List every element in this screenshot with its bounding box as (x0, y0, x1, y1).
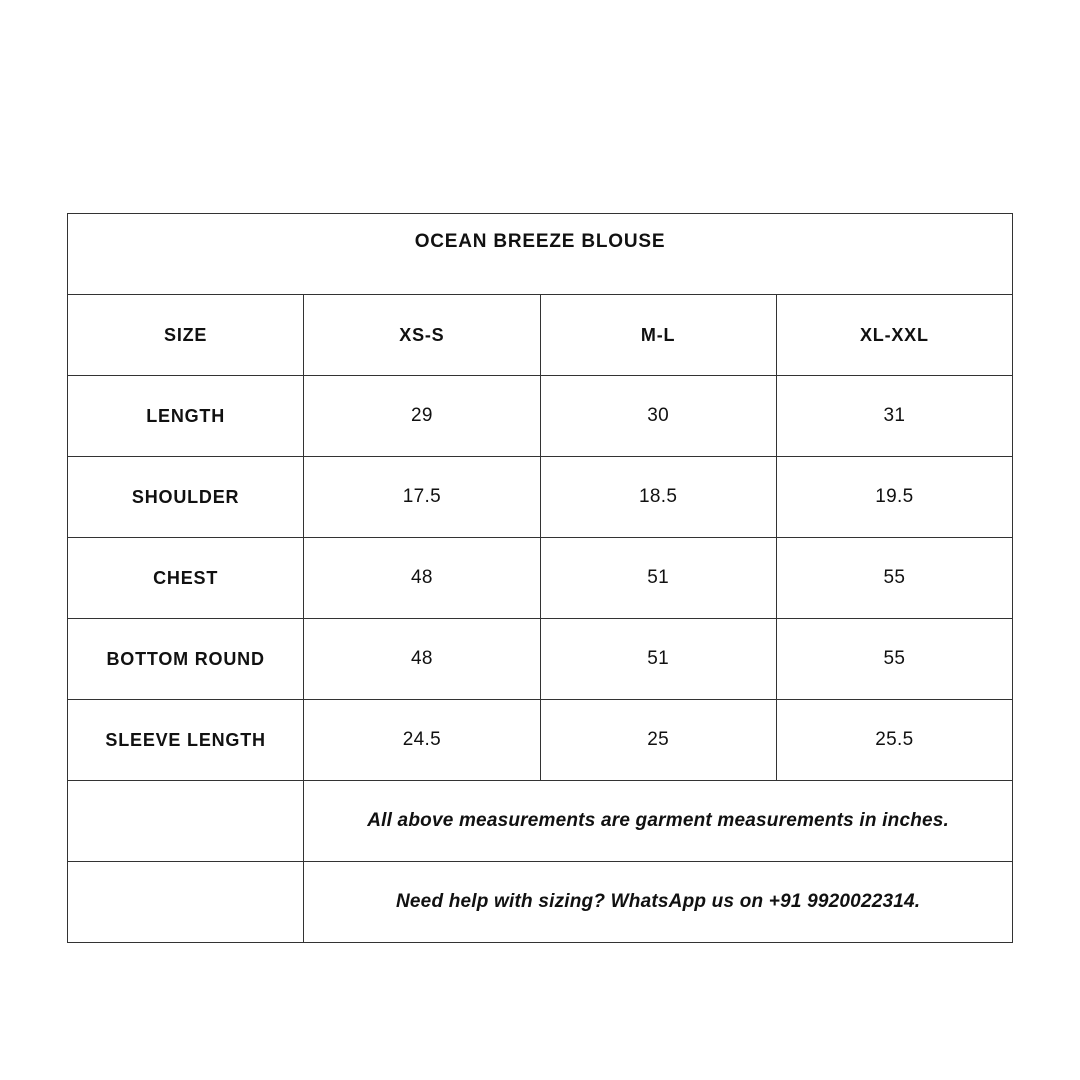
empty-cell (68, 781, 304, 862)
bottom-round-xs-s: 48 (304, 619, 540, 700)
shoulder-m-l: 18.5 (540, 457, 776, 538)
row-label-chest: CHEST (68, 538, 304, 619)
col-header-xs-s: XS-S (304, 295, 540, 376)
table-row-shoulder (68, 457, 1013, 538)
length-xs-s: 29 (304, 376, 540, 457)
row-label-length: LENGTH (68, 376, 304, 457)
table-row-chest (68, 538, 1013, 619)
table-row-bottom-round (68, 619, 1013, 700)
shoulder-xs-s: 17.5 (304, 457, 540, 538)
bottom-round-xl-xxl: 55 (776, 619, 1012, 700)
sizing-help-row (68, 862, 1013, 943)
title-row (68, 214, 1013, 295)
sleeve-length-xs-s: 24.5 (304, 700, 540, 781)
row-label-shoulder: SHOULDER (68, 457, 304, 538)
length-xl-xxl: 31 (776, 376, 1012, 457)
measurement-note: All above measurements are garment measurements in inches. (304, 781, 1013, 862)
row-label-bottom-round: BOTTOM ROUND (68, 619, 304, 700)
sizing-help-note: Need help with sizing? WhatsApp us on +91 9920022314. (304, 862, 1013, 943)
size-chart-table (67, 213, 1013, 943)
chart-title: OCEAN BREEZE BLOUSE (68, 214, 1013, 295)
col-header-xl-xxl: XL-XXL (776, 295, 1012, 376)
sleeve-length-m-l: 25 (540, 700, 776, 781)
chest-xl-xxl: 55 (776, 538, 1012, 619)
length-m-l: 30 (540, 376, 776, 457)
row-label-sleeve-length: SLEEVE LENGTH (68, 700, 304, 781)
table-row-sleeve-length (68, 700, 1013, 781)
measurement-note-row (68, 781, 1013, 862)
table-row-length (68, 376, 1013, 457)
sleeve-length-xl-xxl: 25.5 (776, 700, 1012, 781)
col-header-m-l: M-L (540, 295, 776, 376)
chest-xs-s: 48 (304, 538, 540, 619)
empty-cell (68, 862, 304, 943)
chest-m-l: 51 (540, 538, 776, 619)
col-header-size: SIZE (68, 295, 304, 376)
header-row (68, 295, 1013, 376)
shoulder-xl-xxl: 19.5 (776, 457, 1012, 538)
bottom-round-m-l: 51 (540, 619, 776, 700)
